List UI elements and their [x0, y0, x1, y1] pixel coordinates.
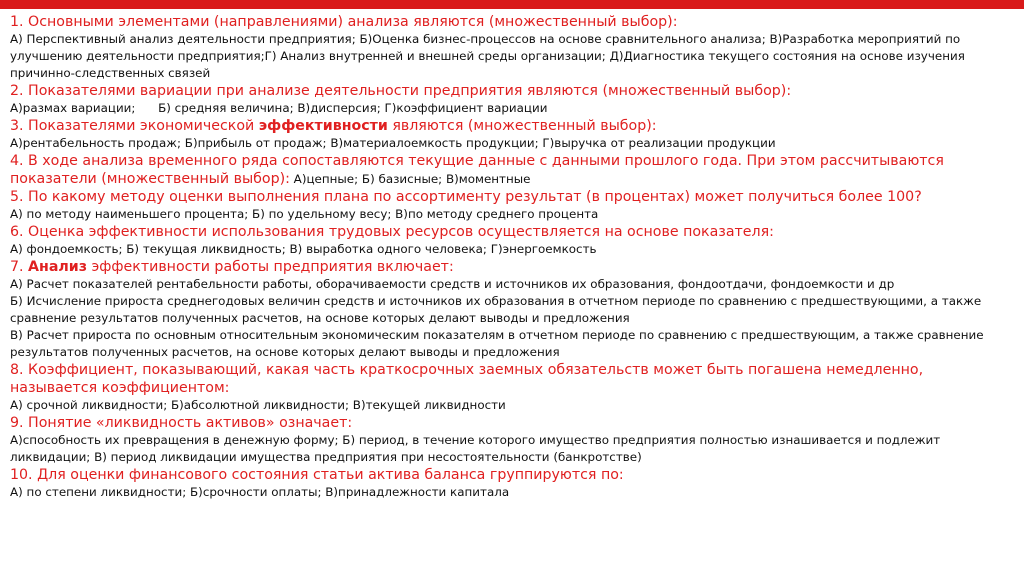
question-2: 2. Показателями вариации при анализе деятельности предприятия являются (множественный выбор):: [10, 83, 792, 99]
answers-10: А) по степени ликвидности; Б)срочности оплаты; В)принадлежности капитала: [10, 485, 510, 499]
question-8: 8. Коэффициент, показывающий, какая часть краткосрочных заемных обязательств может быть погашена немедленно, называется коэффициентом:: [10, 362, 924, 396]
top-accent-bar: [0, 0, 1024, 9]
question-4: 4. В ходе анализа временного ряда сопоставляются текущие данные с данными прошлого года. При этом рассчитываются показатели (множественный выбор): А)цепные; Б) базисные; В)моментные: [10, 153, 944, 187]
question-10: 10. Для оценки финансового состояния статьи актива баланса группируются по:: [10, 467, 624, 483]
question-7: 7. Анализ эффективности работы предприятия включает:: [10, 259, 454, 275]
answers-9: А)способность их превращения в денежную форму; Б) период, в течение которого имущество предприятия полностью изнашивается и подлежит ликвидации; В) период ликвидации имущества предприятия при несостоятельности (банкротстве): [10, 433, 941, 464]
question-5: 5. По какому методу оценки выполнения плана по ассортименту результат (в процентах) может получиться более 100?: [10, 189, 922, 205]
answers-4: А)цепные; Б) базисные; В)моментные: [289, 172, 531, 186]
answers-6: А) фондоемкость; Б) текущая ликвидность; В) выработка одного человека; Г)энергоемкость: [10, 242, 597, 256]
answers-1: А) Перспективный анализ деятельности предприятия; Б)Оценка бизнес-процессов на основе сравнительного анализа; В)Разработка мероприятий по улучшению деятельности предприятия;Г) Анализ внутренней и внешней среды организации; Д)Диагностика текущего состояния на основе изучения причинно-следственных связей: [10, 32, 965, 80]
answers-2: А)размах вариации; Б) средняя величина; В)дисперсия; Г)коэффициент вариации: [10, 101, 548, 115]
question-1: 1. Основными элементами (направлениями) анализа являются (множественный выбор):: [10, 14, 678, 30]
question-list: [10, 13, 1010, 501]
answers-7b: Б) Исчисление прироста среднегодовых величин средств и источников их образования в отчетном периоде по сравнению с предшествующими, а также сравнение результатов полученных расчетов, на основе которых делают выводы и предложения: [10, 294, 982, 325]
answers-3: А)рентабельность продаж; Б)прибыль от продаж; В)материалоемкость продукции; Г)выручка от реализации продукции: [10, 136, 776, 150]
answers-7a: А) Расчет показателей рентабельности работы, оборачиваемости средств и источников их образования, фондоотдачи, фондоемкости и др: [10, 277, 895, 291]
answers-7c: В) Расчет прироста по основным относительным экономическим показателям в отчетном периоде по сравнению с предшествующим, а также сравнение результатов полученных расчетов, на основе которых делают выводы и предложения: [10, 328, 984, 359]
answers-8: А) срочной ликвидности; Б)абсолютной ликвидности; В)текущей ликвидности: [10, 398, 506, 412]
answers-5: А) по методу наименьшего процента; Б) по удельному весу; В)по методу среднего процента: [10, 207, 599, 221]
question-3: 3. Показателями экономической эффективности являются (множественный выбор):: [10, 118, 657, 134]
question-6: 6. Оценка эффективности использования трудовых ресурсов осуществляется на основе показателя:: [10, 224, 774, 240]
question-9: 9. Понятие «ликвидность активов» означает:: [10, 415, 353, 431]
